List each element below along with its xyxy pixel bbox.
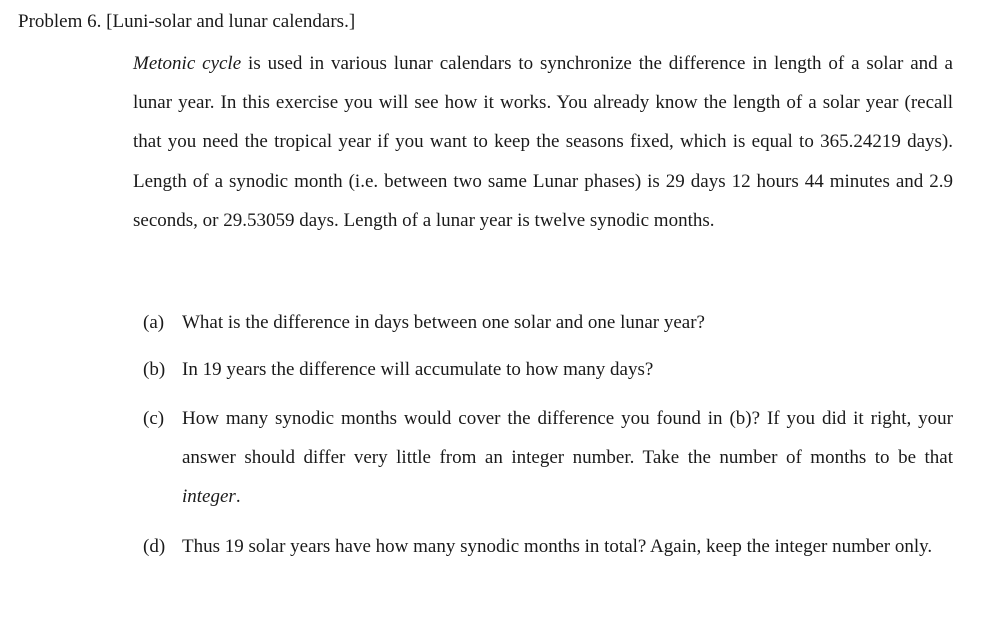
part-c-label: (c) — [143, 408, 165, 429]
problem-title: [Luni-solar and lunar calendars.] — [106, 11, 356, 32]
part-b — [143, 350, 953, 389]
part-a — [143, 303, 953, 342]
intro-paragraph — [133, 44, 953, 240]
part-d-text: Thus 19 solar years have how many synodic months in total? Again, keep the integer number only. — [182, 536, 933, 557]
part-b-label: (b) — [143, 359, 166, 380]
part-c-body: How many synodic months would cover the difference you found in (b)? If you did it right, your answer should differ very little from an integer number. Take the number of months to be that — [182, 408, 953, 469]
metonic-cycle-term: Metonic cycle — [133, 53, 242, 74]
part-a-label: (a) — [143, 312, 165, 333]
part-d-label: (d) — [143, 536, 166, 557]
problem-heading — [18, 8, 355, 36]
part-c-text — [182, 399, 953, 517]
integer-emphasis: integer — [182, 486, 236, 508]
intro-text: is used in various lunar calendars to synchronize the difference in length of a solar and a lunar year. In this exercise you will see how it works. You already know the length of a solar year (recall that you need the tropical year if you want to keep the seasons fixed, which is equal to 365.24219 days). Length of a synodic month (i.e. between two same Lunar phases) is 29 days 12 hours 44 minutes and 2.9 seconds, or 29.53059 days. Length of a lunar year is twelve synodic months. — [133, 53, 953, 231]
part-c — [143, 399, 953, 517]
part-c-end: . — [235, 486, 241, 508]
part-b-text: In 19 years the difference will accumulate to how many days? — [182, 359, 654, 380]
part-d — [143, 527, 953, 566]
problem-number: Problem 6. — [18, 11, 102, 32]
part-a-text: What is the difference in days between one solar and one lunar year? — [182, 312, 705, 333]
